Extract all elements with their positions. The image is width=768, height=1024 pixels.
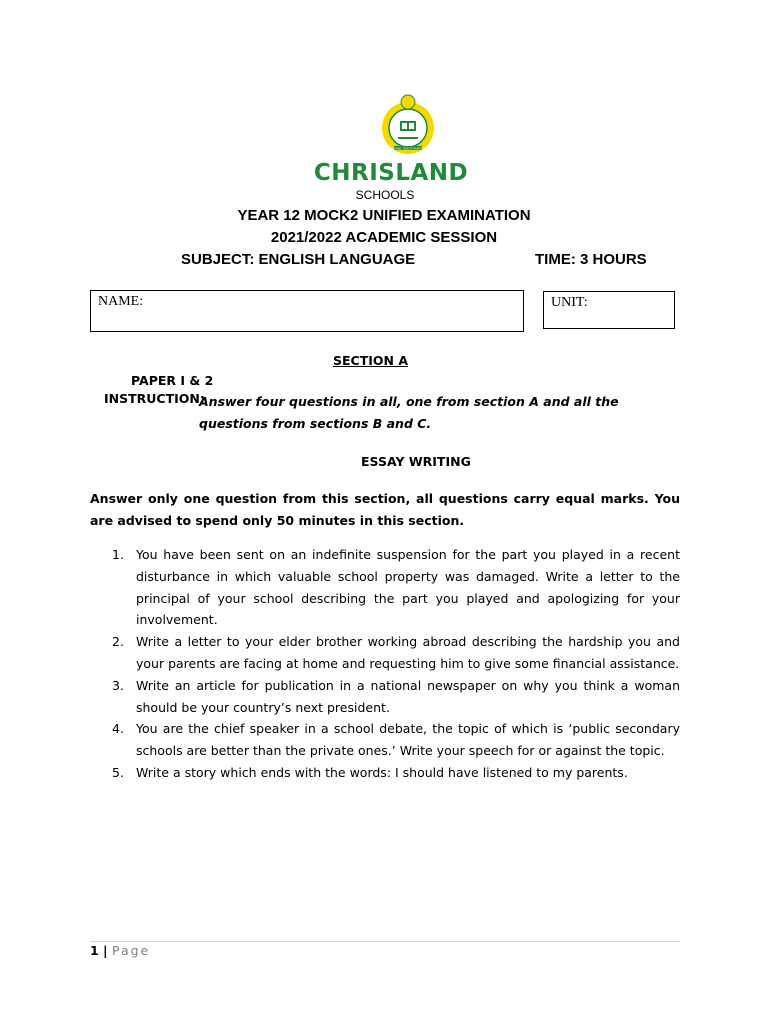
section-lead-text: Answer only one question from this section, all questions carry equal marks. You are advised to spend only 50 minutes in this section. bbox=[90, 491, 680, 528]
question-item bbox=[90, 544, 680, 631]
name-label: NAME: bbox=[98, 294, 144, 309]
question-number: 2. bbox=[112, 634, 124, 650]
time-label: TIME: 3 HOURS bbox=[535, 251, 647, 268]
question-number: 3. bbox=[112, 677, 124, 693]
essay-heading: ESSAY WRITING bbox=[361, 454, 471, 469]
academic-session: 2021/2022 ACADEMIC SESSION bbox=[270, 229, 498, 246]
question-text: You have been sent on an indefinite suspension for the part you played in a recent disturbance in which valuable school property was damaged. Write a letter to the principal of your school describing the part you played and apologizing for your involvement. bbox=[136, 547, 680, 628]
section-heading: SECTION A bbox=[333, 353, 409, 368]
page-separator: | bbox=[98, 943, 112, 958]
question-item bbox=[90, 631, 680, 675]
question-text: Write a letter to your elder brother working abroad describing the hardship you and your parents are facing at home and requesting him to give some financial assistance. bbox=[136, 634, 680, 671]
unit-field[interactable] bbox=[543, 291, 675, 329]
page-number: 1 bbox=[90, 943, 99, 958]
question-item bbox=[90, 762, 680, 784]
exam-title: YEAR 12 MOCK2 UNIFIED EXAMINATION bbox=[237, 207, 531, 224]
school-logo bbox=[378, 94, 438, 158]
page-footer bbox=[90, 943, 150, 958]
footer-divider bbox=[90, 941, 680, 942]
instruction-text: Answer four questions in all, one from section A and all the questions from sections B and C. bbox=[199, 394, 619, 431]
question-item bbox=[90, 675, 680, 719]
question-list bbox=[90, 544, 680, 784]
question-item bbox=[90, 718, 680, 762]
logo-motto: SERVING GOD'S PURPOSE bbox=[388, 146, 428, 151]
question-text: Write a story which ends with the words: I should have listened to my parents. bbox=[136, 764, 628, 780]
question-number: 1. bbox=[112, 547, 124, 562]
unit-label: UNIT: bbox=[551, 295, 588, 310]
subject-label: SUBJECT: ENGLISH LANGUAGE bbox=[181, 251, 416, 268]
brand-name: CHRISLAND bbox=[313, 160, 469, 186]
page-label: Page bbox=[111, 943, 151, 958]
brand-subtitle: SCHOOLS bbox=[355, 188, 415, 202]
question-number: 5. bbox=[112, 764, 124, 780]
name-field[interactable] bbox=[90, 290, 524, 332]
question-text: Write an article for publication in a national newspaper on why you think a woman should be your country’s next president. bbox=[136, 677, 680, 715]
question-number: 4. bbox=[112, 721, 124, 737]
instruction-label: INSTRUCTION: bbox=[104, 391, 205, 406]
paper-label: PAPER I & 2 bbox=[131, 373, 214, 388]
question-text: You are the chief speaker in a school debate, the topic of which is ‘public secondary schools are better than the private ones.’ Write your speech for or against the topic. bbox=[136, 721, 680, 759]
